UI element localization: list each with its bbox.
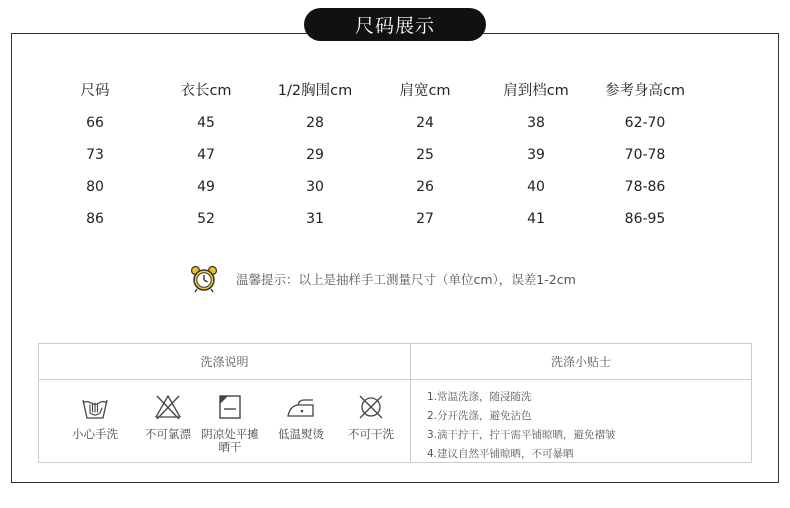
- header-height: 参考身高cm: [604, 83, 686, 99]
- table-cell: 28: [306, 115, 324, 131]
- table-cell: 52: [197, 211, 215, 227]
- care-item-low-iron: [266, 392, 336, 441]
- care-item-no-bleach: [133, 392, 203, 441]
- table-cell: 86: [86, 211, 104, 227]
- care-instructions: [39, 344, 411, 462]
- list-item: 4.建议自然平铺晾晒，不可暴晒: [427, 448, 574, 460]
- care-icons-row: [39, 392, 411, 462]
- table-cell: 70-78: [624, 147, 666, 163]
- header-length: 衣长cm: [180, 83, 232, 99]
- table-cell: 86-95: [624, 211, 666, 227]
- table-cell: 24: [416, 115, 434, 131]
- measurement-tip: [190, 265, 576, 293]
- table-cell: 29: [306, 147, 324, 163]
- table-cell: 62-70: [624, 115, 666, 131]
- table-row: [40, 206, 730, 238]
- header-shoulder: 肩宽cm: [399, 83, 451, 99]
- header-size: 尺码: [80, 83, 110, 99]
- table-cell: 80: [86, 179, 104, 195]
- alarm-clock-icon: [190, 265, 218, 293]
- table-cell: 38: [527, 115, 545, 131]
- washing-tips: [411, 344, 751, 462]
- care-panel: [38, 343, 752, 463]
- table-cell: 73: [86, 147, 104, 163]
- care-label: 小心手洗: [72, 427, 118, 441]
- care-label: 低温熨烫: [278, 427, 324, 441]
- no-dry-clean-icon: [356, 392, 386, 422]
- dry-flat-shade-icon: [215, 392, 245, 422]
- table-cell: 31: [306, 211, 324, 227]
- table-cell: 27: [416, 211, 434, 227]
- table-cell: 41: [527, 211, 545, 227]
- table-cell: 49: [197, 179, 215, 195]
- page-title: 尺码展示: [304, 8, 486, 41]
- table-cell: 26: [416, 179, 434, 195]
- washing-tips-title: 洗涤小贴士: [411, 344, 751, 380]
- table-cell: 45: [197, 115, 215, 131]
- list-item: 1.常温洗涤，随浸随洗: [427, 391, 532, 403]
- no-bleach-icon: [153, 392, 183, 422]
- hand-wash-icon: [80, 392, 110, 422]
- table-row: [40, 142, 730, 174]
- list-item: 3.滴干拧干，拧干需平铺晾晒，避免褶皱: [427, 429, 616, 441]
- header-shoulder-to-crotch: 肩到档cm: [503, 83, 569, 99]
- washing-tips-list: [427, 388, 616, 464]
- care-label: 不可干洗: [348, 427, 394, 441]
- table-cell: 47: [197, 147, 215, 163]
- care-item-hand-wash: [60, 392, 130, 441]
- table-cell: 66: [86, 115, 104, 131]
- table-cell: 39: [527, 147, 545, 163]
- table-cell: 30: [306, 179, 324, 195]
- table-row: [40, 110, 730, 142]
- low-iron-icon: [286, 392, 316, 422]
- header-half-chest: 1/2胸围cm: [277, 83, 353, 99]
- care-item-no-dry-clean: [336, 392, 406, 441]
- care-label: 不可氯漂: [145, 427, 191, 441]
- size-table: [40, 78, 730, 238]
- care-item-dry-flat-shade: [195, 392, 265, 454]
- table-header-row: [40, 78, 730, 110]
- care-instructions-title: 洗涤说明: [39, 344, 410, 380]
- table-cell: 40: [527, 179, 545, 195]
- care-label: 阴凉处平摊晒干: [201, 427, 259, 454]
- table-cell: 25: [416, 147, 434, 163]
- table-row: [40, 174, 730, 206]
- list-item: 2.分开洗涤，避免沾色: [427, 410, 532, 422]
- table-cell: 78-86: [624, 179, 666, 195]
- tip-text: 温馨提示：以上是抽样手工测量尺寸（单位cm），误差1-2cm: [236, 272, 576, 287]
